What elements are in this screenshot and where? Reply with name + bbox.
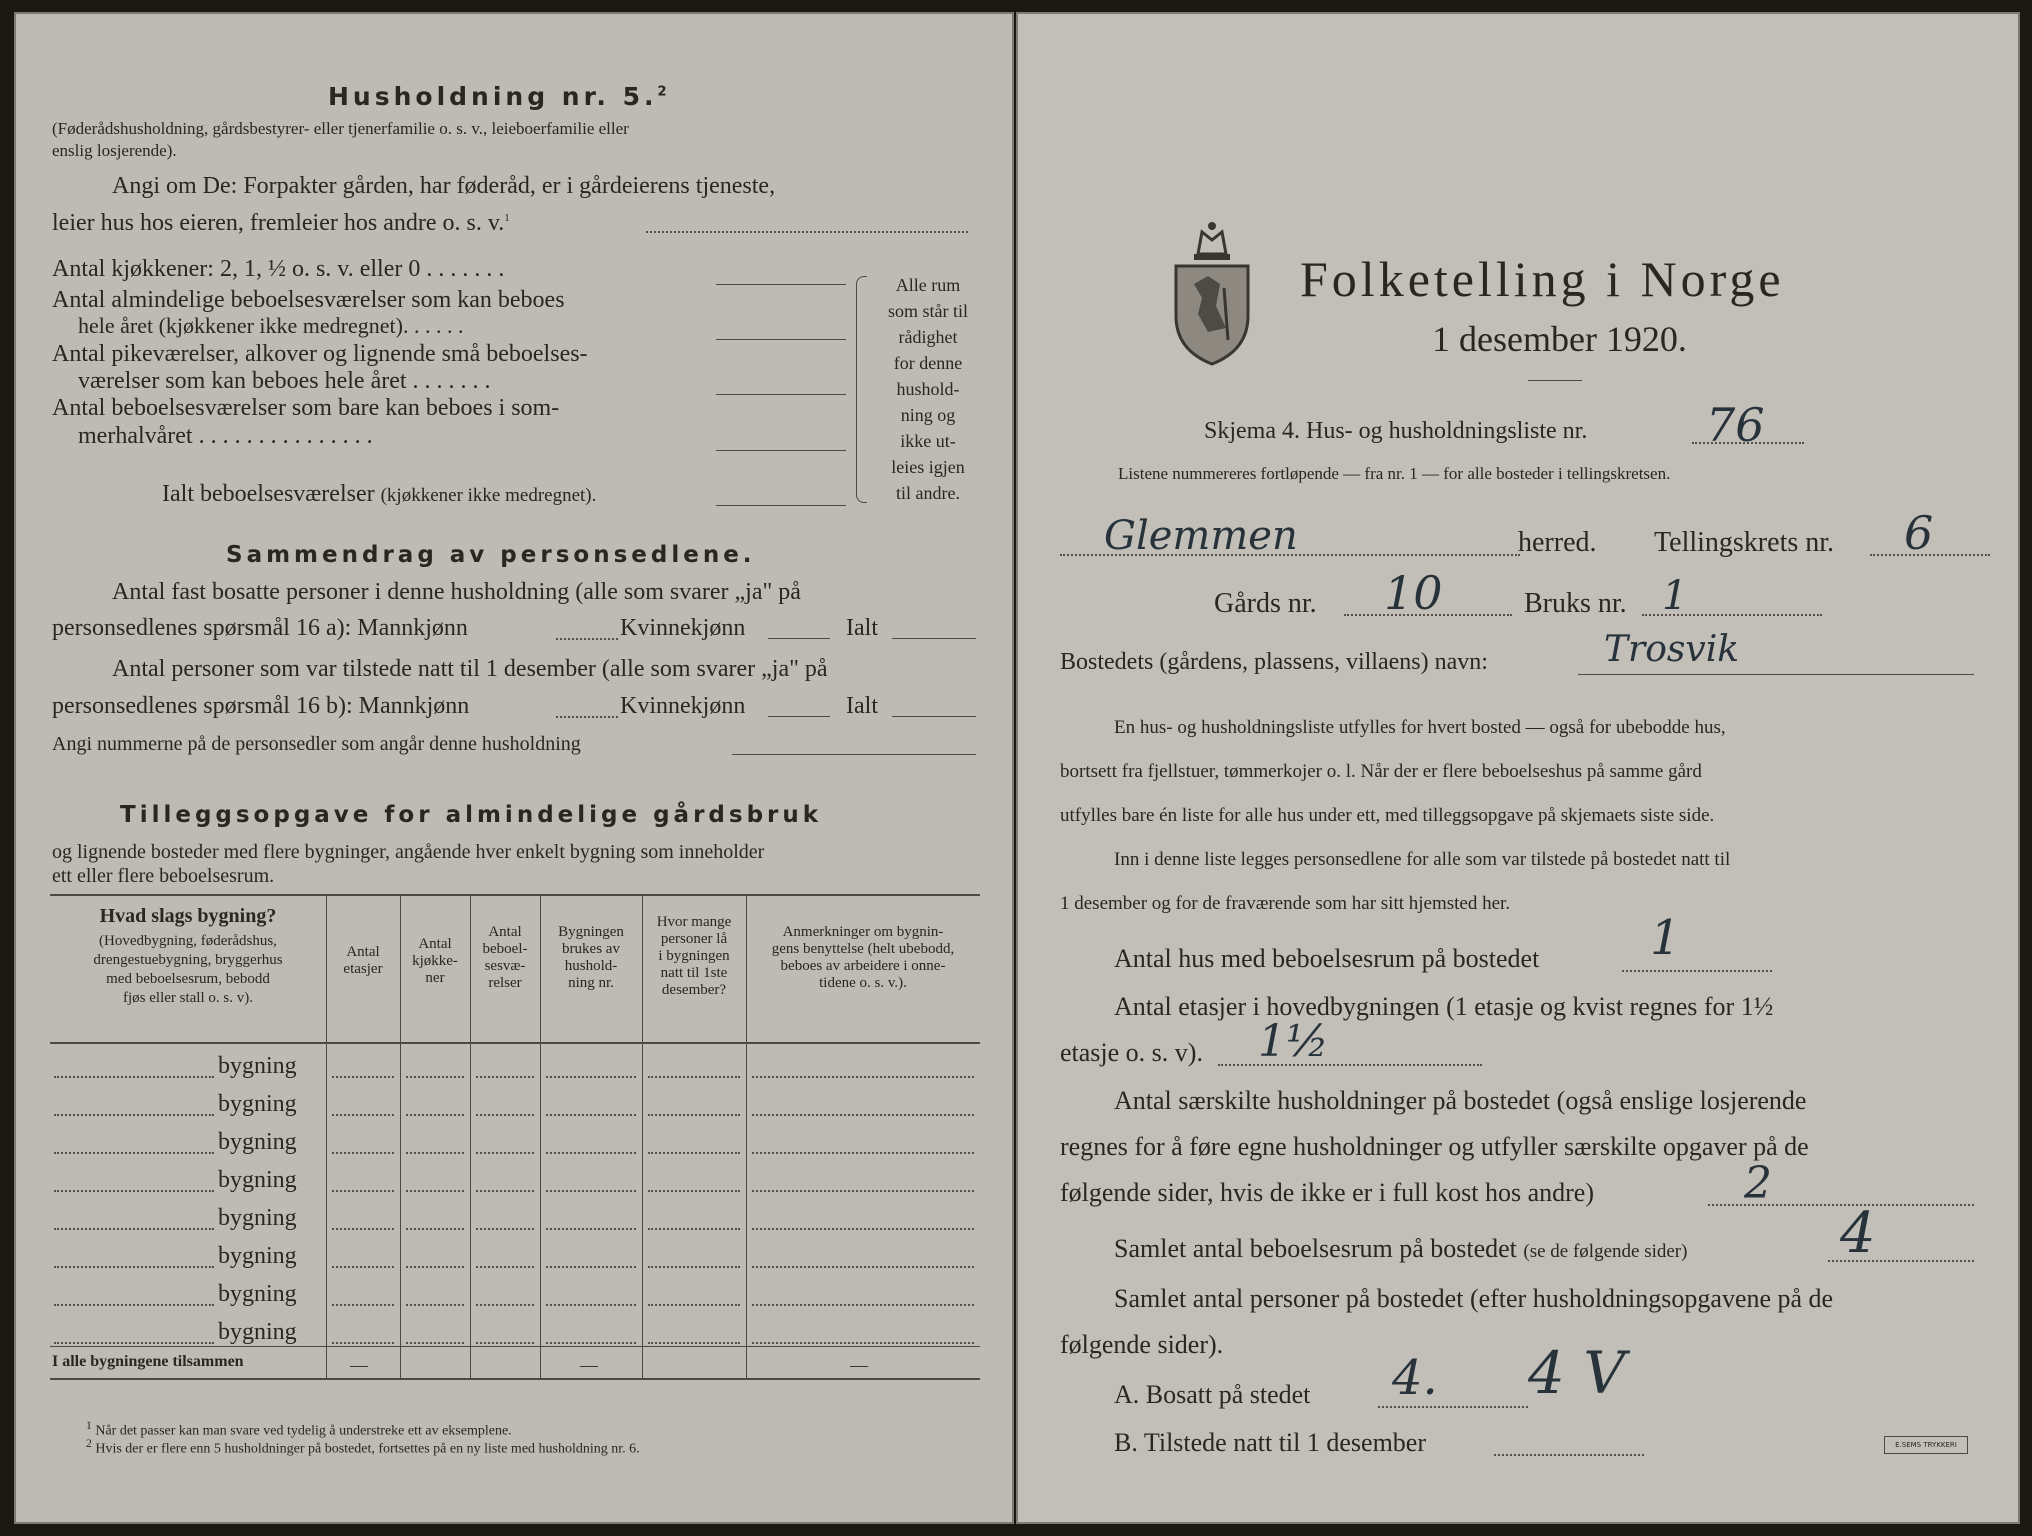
table-row[interactable] xyxy=(50,1274,980,1312)
rooms-answer-line-4[interactable] xyxy=(716,450,846,451)
table-cell-line[interactable] xyxy=(648,1152,740,1154)
col-header-persons: Hvor mange personer lå i bygningen natt til 1ste desember? xyxy=(656,914,732,998)
q-etasjer-2: etasje o. s. v). xyxy=(1060,1038,1203,1067)
table-row[interactable] xyxy=(50,1084,980,1122)
col-header-rooms: Antal beboel- sesvæ- relser xyxy=(482,924,528,991)
total-dash-remarks: — xyxy=(850,1355,868,1375)
building-table xyxy=(50,894,980,1402)
table-cell-line[interactable] xyxy=(648,1228,740,1230)
household-subtitle-1: (Føderådshusholdning, gårdsbestyrer- eller tjenerfamilie o. s. v., leieboerfamilie eller xyxy=(52,119,629,138)
table-row[interactable] xyxy=(50,1160,980,1198)
table-cell-line[interactable] xyxy=(546,1076,636,1078)
q-hush-value[interactable]: 2 xyxy=(1744,1158,1772,1209)
building-type-line[interactable] xyxy=(54,1152,214,1154)
brace xyxy=(856,276,867,503)
q-rum-label: Samlet antal beboelsesrum på bostedet (se de følgende sider) xyxy=(1114,1234,1688,1263)
supplement-line-2: ett eller flere beboelsesrum. xyxy=(52,865,275,887)
form-title: Folketelling i Norge xyxy=(1300,251,1785,307)
building-type-line[interactable] xyxy=(54,1342,214,1344)
building-row-label: bygning xyxy=(218,1243,297,1269)
table-cell-line[interactable] xyxy=(546,1228,636,1230)
q-hus-label: Antal hus med beboelsesrum på bostedet xyxy=(1114,944,1540,973)
table-row[interactable] xyxy=(50,1122,980,1160)
table-row[interactable] xyxy=(50,1198,980,1236)
rooms-answer-line-2[interactable] xyxy=(716,339,846,340)
table-cell-line[interactable] xyxy=(752,1342,974,1344)
ialt-answer-line[interactable] xyxy=(716,505,846,506)
table-cell-line[interactable] xyxy=(406,1114,464,1116)
angi-line-2: leier hus hos eieren, fremleier hos andre o. s. v.$^1$ xyxy=(52,210,510,236)
table-cell-line[interactable] xyxy=(752,1266,974,1268)
summary-line-4: personsedlenes spørsmål 16 b): Mannkjønn xyxy=(52,693,470,719)
table-cell-line[interactable] xyxy=(476,1190,534,1192)
female-count-16b[interactable] xyxy=(768,716,830,717)
q-pers-2: følgende sider). xyxy=(1060,1330,1224,1359)
q-b-line[interactable] xyxy=(1494,1454,1644,1456)
female-label-16a: Kvinnekjønn xyxy=(620,615,746,641)
supplement-title: Tilleggsopgave for almindelige gårdsbruk xyxy=(120,802,823,828)
rooms-kitchens: Antal kjøkkener: 2, 1, ½ o. s. v. eller 0 . . . . . . . xyxy=(52,256,505,282)
table-cell-line[interactable] xyxy=(406,1076,464,1078)
right-page xyxy=(1016,12,2020,1524)
building-type-line[interactable] xyxy=(54,1228,214,1230)
gards-label: Gårds nr. xyxy=(1214,588,1317,619)
table-cell-line[interactable] xyxy=(752,1114,974,1116)
listene-note: Listene nummereres fortløpende — fra nr. 1 — for alle bosteder i tellingskretsen. xyxy=(1118,464,1671,483)
col-header-floors: Antal etasjer xyxy=(343,944,383,977)
table-cell-line[interactable] xyxy=(476,1228,534,1230)
instruction-2: bortsett fra fjellstuer, tømmerkojer o. l. Når der er flere beboelseshus på samme gård xyxy=(1060,761,1702,782)
rooms-small-1: Antal pikeværelser, alkover og lignende små beboelses- xyxy=(52,341,588,367)
table-cell-line[interactable] xyxy=(546,1342,636,1344)
form-date: 1 desember 1920. xyxy=(1432,319,1687,359)
ialt-label-16b: Ialt xyxy=(846,693,878,719)
female-count-16a[interactable] xyxy=(768,638,830,639)
table-cell-line[interactable] xyxy=(752,1190,974,1192)
total-count-16b[interactable] xyxy=(892,716,976,717)
table-row[interactable] xyxy=(50,1236,980,1274)
table-cell-line[interactable] xyxy=(648,1076,740,1078)
table-cell-line[interactable] xyxy=(406,1152,464,1154)
instruction-5: 1 desember og for de fraværende som har sitt hjemsted her. xyxy=(1060,893,1511,914)
table-cell-line[interactable] xyxy=(476,1076,534,1078)
table-cell-line[interactable] xyxy=(752,1304,974,1306)
table-cell-line[interactable] xyxy=(752,1228,974,1230)
herred-value[interactable]: Glemmen xyxy=(1104,513,1298,559)
col-header-building-type-sub: (Hovedbygning, føderådshus, drengestuebygning, bryggerhus med beboelsesrum, bebodd fjøs eller stall o. s. v). xyxy=(93,933,283,1006)
bruks-value[interactable]: 1 xyxy=(1662,573,1688,619)
rooms-summer-1: Antal beboelsesværelser som bare kan beboes i som- xyxy=(52,395,560,421)
tellingskrets-value[interactable]: 6 xyxy=(1904,506,1934,560)
table-row[interactable] xyxy=(50,1046,980,1084)
left-page xyxy=(14,12,1014,1524)
table-cell-line[interactable] xyxy=(332,1152,394,1154)
q-rum-value[interactable]: 4 xyxy=(1840,1201,1876,1266)
female-label-16b: Kvinnekjønn xyxy=(620,693,746,719)
gards-value[interactable]: 10 xyxy=(1384,566,1443,620)
skjema-label: Skjema 4. Hus- og husholdningsliste nr. xyxy=(1204,418,1588,444)
household-subtitle-2: enslig losjerende). xyxy=(52,141,177,160)
table-cell-line[interactable] xyxy=(648,1304,740,1306)
col-header-household: Bygningen brukes av hushold- ning nr. xyxy=(558,924,624,991)
q-a-value[interactable]: 4. xyxy=(1392,1350,1438,1406)
building-row-label: bygning xyxy=(218,1281,297,1307)
footnote-1: $^1$ Når det passer kan man svare ved tydelig å understreke ett av eksemplene. xyxy=(86,1419,512,1439)
building-row-label: bygning xyxy=(218,1091,297,1117)
q-hush-3: følgende sider, hvis de ikke er i full kost hos andre) xyxy=(1060,1178,1594,1207)
building-row-label: bygning xyxy=(218,1053,297,1079)
angi-answer-line[interactable] xyxy=(646,231,968,233)
total-dash-floors: — xyxy=(350,1355,368,1375)
table-cell-line[interactable] xyxy=(648,1190,740,1192)
angi-line-1: Angi om De: Forpakter gården, har føderåd, er i gårdeierens tjeneste, xyxy=(112,173,776,199)
table-cell-line[interactable] xyxy=(752,1076,974,1078)
building-row-label: bygning xyxy=(218,1319,297,1345)
table-cell-line[interactable] xyxy=(546,1190,636,1192)
col-header-building-type: Hvad slags bygning? xyxy=(99,905,277,927)
table-cell-line[interactable] xyxy=(476,1152,534,1154)
table-cell-line[interactable] xyxy=(648,1114,740,1116)
table-cell-line[interactable] xyxy=(476,1114,534,1116)
table-cell-line[interactable] xyxy=(648,1342,740,1344)
q-b-value[interactable]: 4 V xyxy=(1528,1339,1626,1407)
q-hush-1: Antal særskilte husholdninger på bostedet (også enslige losjerende xyxy=(1114,1086,1807,1115)
col-header-kitchens: Antal kjøkke- ner xyxy=(412,936,458,986)
male-count-16a[interactable] xyxy=(556,638,618,640)
total-count-16a[interactable] xyxy=(892,638,976,639)
bosted-label: Bostedets (gårdens, plassens, villaens) navn: xyxy=(1060,649,1488,675)
q-pers-1: Samlet antal personer på bostedet (efter husholdningsopgavene på de xyxy=(1114,1284,1834,1313)
table-cell-line[interactable] xyxy=(406,1342,464,1344)
total-dash-household: — xyxy=(580,1355,598,1375)
q-a-line[interactable] xyxy=(1378,1406,1528,1408)
col-header-remarks: Anmerkninger om bygnin- gens benyttelse (helt ubebodd, beboes av arbeidere i onne- tidene o. s. v.). xyxy=(771,924,955,991)
table-cell-line[interactable] xyxy=(332,1190,394,1192)
q-etasjer-1: Antal etasjer i hovedbygningen (1 etasje og kvist regnes for 1½ xyxy=(1114,992,1774,1021)
herred-label: herred. xyxy=(1518,527,1597,558)
table-cell-line[interactable] xyxy=(332,1304,394,1306)
q-hus-value[interactable]: 1 xyxy=(1650,910,1681,966)
summary-line-3: Antal personer som var tilstede natt til 1 desember (alle som svarer „ja" på xyxy=(112,656,828,682)
rooms-ordinary-2: hele året (kjøkkener ikke medregnet). . . . . . xyxy=(78,313,464,338)
table-cell-line[interactable] xyxy=(406,1304,464,1306)
table-cell-line[interactable] xyxy=(476,1342,534,1344)
rooms-summer-2: merhalvåret . . . . . . . . . . . . . . . xyxy=(78,423,373,449)
table-cell-line[interactable] xyxy=(406,1266,464,1268)
table-cell-line[interactable] xyxy=(332,1266,394,1268)
ialt-label: Ialt beboelsesværelser (kjøkkener ikke medregnet). xyxy=(162,481,597,507)
tellingskrets-label: Tellingskrets nr. xyxy=(1654,527,1835,558)
bruks-label: Bruks nr. xyxy=(1524,588,1627,619)
building-type-line[interactable] xyxy=(54,1190,214,1192)
building-row-label: bygning xyxy=(218,1129,297,1155)
nummerne-answer-line[interactable] xyxy=(732,754,976,755)
building-type-line[interactable] xyxy=(54,1266,214,1268)
building-type-line[interactable] xyxy=(54,1304,214,1306)
summary-line-1: Antal fast bosatte personer i denne husholdning (alle som svarer „ja" på xyxy=(112,579,801,605)
rooms-ordinary-1: Antal almindelige beboelsesværelser som kan beboes xyxy=(52,287,565,313)
instruction-3: utfylles bare én liste for alle hus under ett, med tilleggsopgave på skjemaets siste side. xyxy=(1060,805,1715,826)
title-divider xyxy=(1528,380,1582,381)
household-title: Husholdning nr. 5.$^2$ xyxy=(328,82,671,111)
rooms-answer-line-3[interactable] xyxy=(716,394,846,395)
brace-note: Alle rum som står til rådighet for denne hushold- ning og ikke ut- leies igjen til andre. xyxy=(888,275,968,503)
table-cell-line[interactable] xyxy=(476,1304,534,1306)
angi-nummerne: Angi nummerne på de personsedler som angår denne husholdning xyxy=(52,733,581,755)
q-a-label: A. Bosatt på stedet xyxy=(1114,1380,1311,1409)
ialt-label-16a: Ialt xyxy=(846,615,878,641)
table-cell-line[interactable] xyxy=(546,1304,636,1306)
male-count-16b[interactable] xyxy=(556,716,618,718)
q-b-label: B. Tilstede natt til 1 desember xyxy=(1114,1428,1426,1457)
table-cell-line[interactable] xyxy=(406,1190,464,1192)
table-cell-line[interactable] xyxy=(546,1266,636,1268)
table-cell-line[interactable] xyxy=(752,1152,974,1154)
summary-line-2: personsedlenes spørsmål 16 a): Mannkjønn xyxy=(52,615,468,641)
table-cell-line[interactable] xyxy=(546,1152,636,1154)
table-cell-line[interactable] xyxy=(546,1114,636,1116)
total-row-label: I alle bygningene tilsammen xyxy=(52,1353,244,1370)
printer-stamp: E.SEMS TRYKKERI xyxy=(1884,1436,1968,1454)
q-hus-line[interactable] xyxy=(1622,970,1772,972)
supplement-line-1: og lignende bosteder med flere bygninger, angående hver enkelt bygning som inneholder xyxy=(52,841,765,863)
building-row-label: bygning xyxy=(218,1205,297,1231)
list-number-value[interactable]: 76 xyxy=(1706,398,1765,452)
table-cell-line[interactable] xyxy=(648,1266,740,1268)
instruction-4: Inn i denne liste legges personsedlene for alle som var tilstede på bostedet natt til xyxy=(1114,849,1731,870)
bosted-value[interactable]: Trosvik xyxy=(1604,629,1740,670)
table-cell-line[interactable] xyxy=(332,1114,394,1116)
table-cell-line[interactable] xyxy=(476,1266,534,1268)
building-row-label: bygning xyxy=(218,1167,297,1193)
rooms-small-2: værelser som kan beboes hele året . . . . . . . xyxy=(78,368,491,394)
table-cell-line[interactable] xyxy=(332,1342,394,1344)
rooms-answer-line-1[interactable] xyxy=(716,284,846,285)
building-type-line[interactable] xyxy=(54,1076,214,1078)
table-row[interactable] xyxy=(50,1312,980,1350)
q-hush-2: regnes for å føre egne husholdninger og utfyller særskilte opgaver på de xyxy=(1060,1132,1809,1161)
instruction-1: En hus- og husholdningsliste utfylles for hvert bosted — også for ubebodde hus, xyxy=(1114,717,1726,738)
coat-of-arms-icon xyxy=(1168,210,1256,370)
footnote-2: $^2$ Hvis der er flere enn 5 husholdninger på bostedet, fortsettes på en ny liste med husholdning nr. 6. xyxy=(86,1437,640,1457)
bosted-line[interactable] xyxy=(1578,674,1974,675)
building-type-line[interactable] xyxy=(54,1114,214,1116)
q-etasjer-value[interactable]: 1½ xyxy=(1258,1016,1329,1067)
table-cell-line[interactable] xyxy=(406,1228,464,1230)
summary-title: Sammendrag av personsedlene. xyxy=(226,542,756,568)
census-form-spread xyxy=(14,12,2020,1524)
table-cell-line[interactable] xyxy=(332,1076,394,1078)
table-cell-line[interactable] xyxy=(332,1228,394,1230)
